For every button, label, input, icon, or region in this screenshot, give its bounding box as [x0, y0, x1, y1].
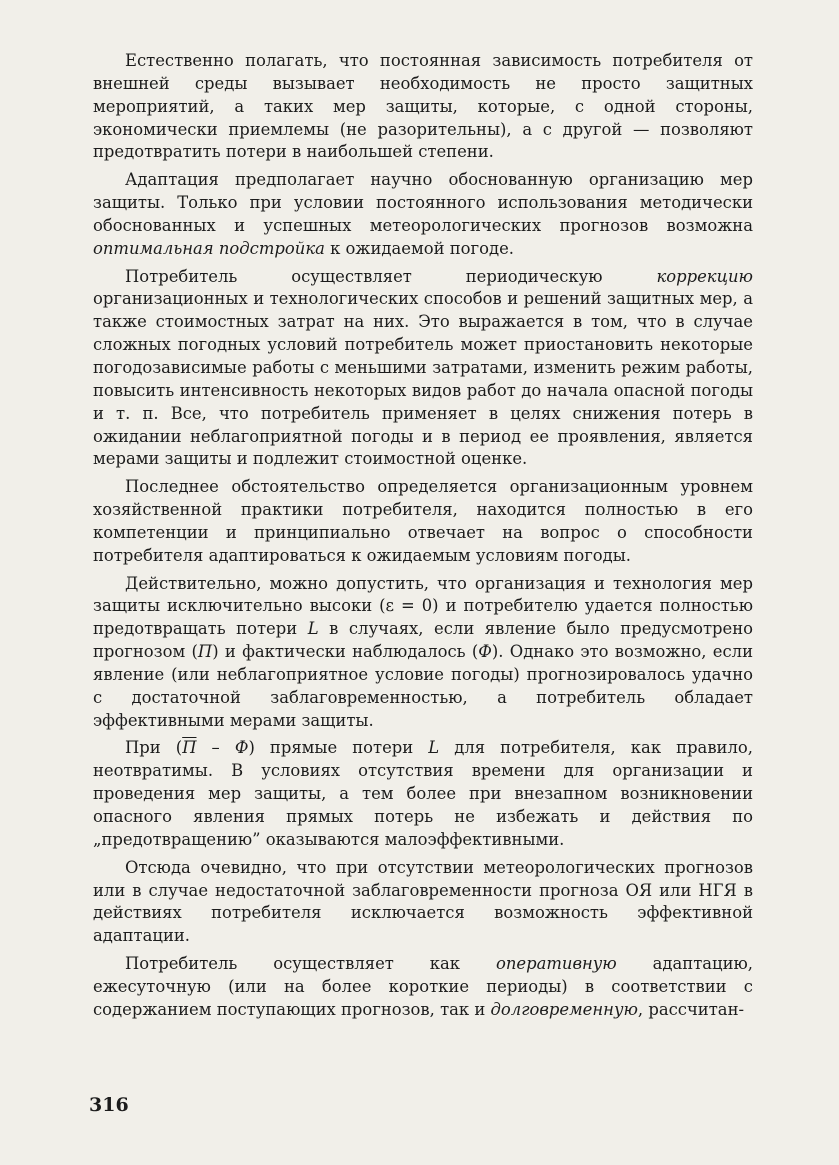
italic-span: коррекцию [656, 266, 753, 286]
text-span: – [196, 738, 235, 758]
italic-span: L [428, 738, 440, 758]
paragraph [93, 857, 753, 948]
italic-span: оперативную [495, 954, 617, 974]
text-span: в случаях, если явление было предусмотрено прогнозом ( [93, 619, 753, 662]
text-span: Отсюда очевидно, что при отсутствии метеорологических прогнозов или в случае недостаточной заблаговременности прогноза ОЯ или НГЯ в действиях потребителя исключается возможность эффективной адаптации. [93, 857, 753, 946]
italic-span: П [197, 642, 213, 662]
text-span: организационных и технологических способов и решений защитных мер, а также стоимостных затрат на них. Это выражается в том, что в случае сложных погодных условий потребитель может приостановить некоторые погодозависимые работы с меньшими затратами, изменить режим работы, повысить интенсивность некоторых видов работ до начала опасной погоды и т. п. Все, что потребитель применяет в целях снижения потерь в ожидании неблагоприятной погоды и в период ее проявления, является мерами защиты и подлежит стоимостной оценке. [93, 289, 753, 469]
text-span: ) прямые потери [248, 738, 429, 758]
text-span: , рассчитан- [637, 999, 745, 1019]
italic-span: Ф [234, 738, 249, 758]
italic-span: долговременную [490, 999, 638, 1019]
italic-span: оптимальная подстройка [93, 238, 325, 258]
text-span: для потребителя, как правило, неотвратимы. В условиях отсутствия времени для организации и проведения мер защиты, а тем более при внезапном возникновении опасного явления прямых потерь не избежать и действия по „предотвращению” оказываются малоэффективными. [93, 738, 753, 849]
text-span: Адаптация предполагает научно обоснованную организацию мер защиты. Только при условии постоянного использования методически обоснованных и успешных метеорологических прогнозов возможна [93, 170, 753, 235]
text-span: Потребитель осуществляет периодическую [125, 266, 657, 286]
body-text [93, 50, 753, 1027]
italic-span: Ф [478, 642, 492, 662]
paragraph [93, 573, 753, 733]
text-span: При ( [125, 738, 183, 758]
paragraph [93, 737, 753, 851]
text-span: адаптацию, ежесуточную (или на более короткие периоды) в соответствии с содержанием поступающих прогнозов, так и [93, 954, 753, 1019]
text-span: Естественно полагать, что постоянная зависимость потребителя от внешней среды вызывает необходимость не просто защитных мероприятий, а таких мер защиты, которые, с одной стороны, экономически приемлемы (не разорительны), а с другой — позволяют предотвратить потери в наибольшей степени. [93, 51, 753, 162]
text-span: к ожидаемой погоде. [324, 238, 514, 258]
text-span: Последнее обстоятельство определяется организационным уровнем хозяйственной практики потребителя, находится полностью в его компетенции и принципиально отвечает на вопрос о способности потребителя адаптироваться к ожидаемым условиям погоды. [93, 477, 753, 565]
text-span: ) и фактически наблюдалось ( [212, 642, 479, 662]
italic-span: П [182, 738, 197, 758]
page-number: 316 [89, 1094, 129, 1116]
paragraph [93, 169, 753, 260]
text-span: Действительно, можно допустить, что организация и технология мер защиты исключительно высоки (ε = 0) и потребителю удается полностью предотвращать потери [93, 573, 753, 639]
paragraph [93, 476, 753, 567]
paragraph [93, 953, 753, 1022]
paragraph [93, 50, 753, 164]
italic-span: L [307, 619, 319, 639]
text-span: ). Однако это возможно, если явление (или неблагоприятное условие погоды) прогнозировалось удачно с достаточной заблаговременностью, а потребитель обладает эффективными мерами защиты. [93, 642, 754, 730]
paragraph [93, 266, 753, 472]
text-span: Потребитель осуществляет как [125, 954, 496, 974]
